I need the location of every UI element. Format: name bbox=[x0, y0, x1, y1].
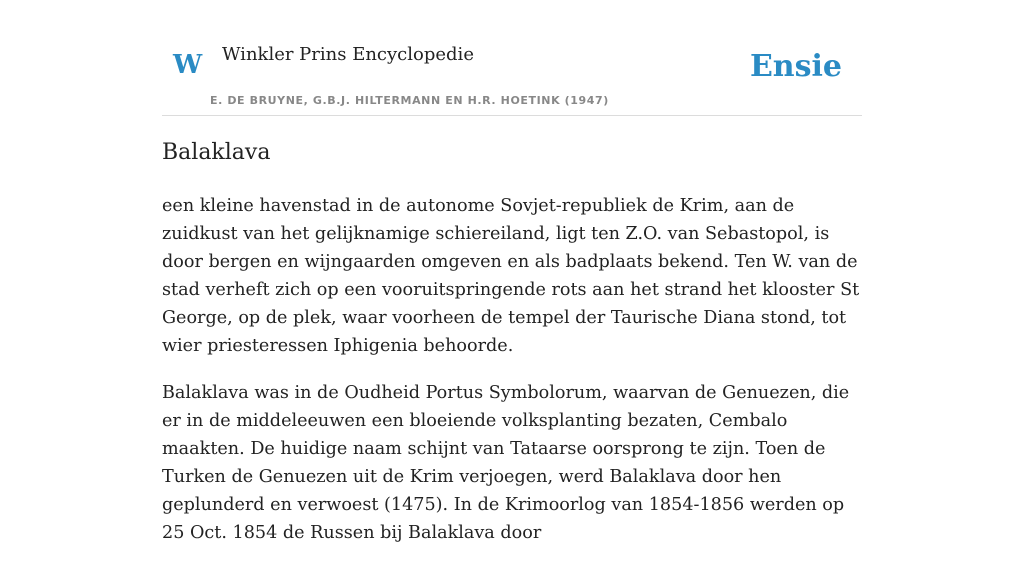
article-title: Balaklava bbox=[162, 140, 271, 165]
winkler-prins-logo[interactable]: W bbox=[173, 50, 203, 80]
article-paragraph: een kleine havenstad in de autonome Sovjet-republiek de Krim, aan de zuidkust van het gelijknamige schiereiland, ligt ten Z.O. van Sebastopol, is door bergen en wijngaarden omgeven en als badplaats bekend. Ten W. van de stad verheft zich op een vooruitspringende rots aan het strand het klooster St George, op de plek, waar voorheen de tempel der Taurische Diana stond, tot wier priesteressen Iphigenia behoorde. bbox=[162, 196, 860, 356]
article-paragraph: Balaklava was in de Oudheid Portus Symbolorum, waarvan de Genuezen, die er in de middeleeuwen een bloeiende volksplanting bezaten, Cembalo maakten. De huidige naam schijnt van Tataarse oorsprong te zijn. Toen de Turken de Genuezen uit de Krim verjoegen, werd Balaklava door hen geplunderd en verwoest (1475). In de Krimoorlog van 1854-1856 werden op 25 Oct. 1854 de Russen bij Balaklava door bbox=[162, 383, 850, 543]
content-container bbox=[162, 0, 862, 543]
ensie-logo-link[interactable]: Ensie bbox=[749, 49, 842, 84]
article-body bbox=[162, 192, 862, 566]
site-header bbox=[162, 0, 862, 116]
book-authors: E. DE BRUYNE, G.B.J. HILTERMANN EN H.R. HOETINK (1947) bbox=[210, 94, 609, 107]
book-title-link[interactable]: Winkler Prins Encyclopedie bbox=[222, 44, 474, 65]
